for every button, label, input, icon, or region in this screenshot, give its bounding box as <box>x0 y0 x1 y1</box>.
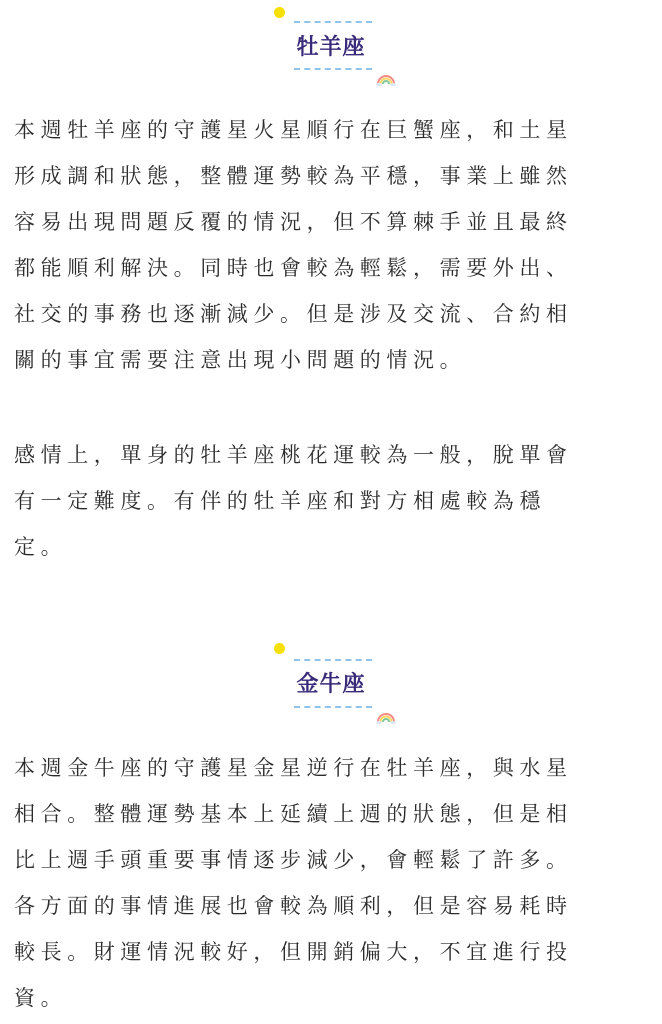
sun-dot-icon <box>274 7 285 18</box>
header-dashed-line-bottom <box>294 68 372 70</box>
section-paragraph: 本週金牛座的守護星金星逆行在牡羊座，與水星 相合。整體運勢基本上延續上週的狀態，但是相 比上週手頭重要事情逐步減少，會輕鬆了許多。 各方面的事情進展也會較為順利，但是容易耗時 較長。財運情況較好，但開銷偏大，不宜進行投 資。 <box>14 756 573 1010</box>
sun-dot-icon <box>274 643 285 654</box>
header-dashed-line-bottom <box>294 706 372 708</box>
section-paragraph: 本週牡羊座的守護星火星順行在巨蟹座，和土星 形成調和狀態，整體運勢較為平穩，事業上雖然 容易出現問題反覆的情況，但不算棘手並且最終 都能順利解決。同時也會較為輕鬆，需要外出、 社交的事務也逐漸減少。但是涉及交流、合約相 關的事宜需要注意出現小問題的情況。 <box>14 118 573 372</box>
header-dashed-line-top <box>294 21 372 23</box>
section-header-taurus <box>0 640 662 720</box>
header-dashed-line-top <box>294 659 372 661</box>
section-paragraph: 感情上，單身的牡羊座桃花運較為一般，脫單會 有一定難度。有伴的牡羊座和對方相處較為穩 定。 <box>14 443 573 559</box>
rainbow-icon <box>376 72 396 86</box>
rainbow-icon <box>376 710 396 724</box>
section-header-aries <box>0 0 662 80</box>
section-title: 金牛座 <box>296 672 366 697</box>
section-title: 牡羊座 <box>296 35 366 60</box>
